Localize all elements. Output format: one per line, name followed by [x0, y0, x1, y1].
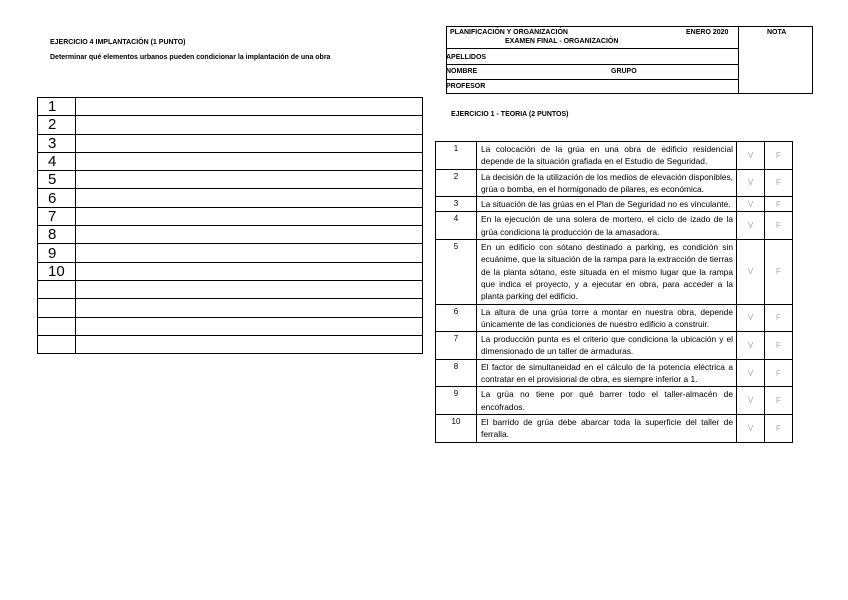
question-text: La decisión de la utilización de los medios de elevación disponibles, grúa o bomba, en el hormigonado de pilares, es económica.: [477, 169, 737, 197]
false-option[interactable]: F: [765, 240, 793, 304]
group-label: GRUPO: [611, 68, 637, 75]
answer-field[interactable]: [76, 226, 423, 244]
questions-body: [436, 142, 793, 443]
exercise-4-answer-grid: [37, 97, 423, 354]
question-text: La grúa no tiene por qué barrer todo el taller-almacén de encofrados.: [477, 387, 737, 415]
answer-row: [38, 189, 423, 207]
answer-row: [38, 98, 423, 116]
question-number: 7: [436, 332, 477, 360]
question-row: [436, 359, 793, 387]
answer-field[interactable]: [76, 98, 423, 116]
answer-row: [38, 134, 423, 152]
question-text: La colocación de la grúa en una obra de edificio residencial depende de la situación grafiada en el Estudio de Seguridad.: [477, 142, 737, 170]
answer-row-number: 6: [38, 189, 76, 207]
answer-row-number: 8: [38, 226, 76, 244]
exam-title: EXAMEN FINAL - ORGANIZACIÓN: [505, 38, 619, 45]
answer-row: [38, 244, 423, 262]
answer-field[interactable]: [76, 262, 423, 280]
true-option[interactable]: V: [737, 142, 765, 170]
true-option[interactable]: V: [737, 212, 765, 240]
answer-field[interactable]: [76, 244, 423, 262]
false-option[interactable]: F: [765, 212, 793, 240]
true-option[interactable]: V: [737, 387, 765, 415]
true-option[interactable]: V: [737, 359, 765, 387]
header-divider: [738, 26, 739, 94]
true-option[interactable]: V: [737, 197, 765, 212]
answer-row: [38, 262, 423, 280]
answer-field[interactable]: [76, 335, 423, 353]
answer-row: [38, 317, 423, 335]
question-row: [436, 304, 793, 332]
question-number: 2: [436, 169, 477, 197]
question-text: El barrido de grúa debe abarcar toda la superficie del taller de ferralla.: [477, 414, 737, 442]
question-number: 5: [436, 240, 477, 304]
question-row: [436, 142, 793, 170]
answer-row: [38, 335, 423, 353]
false-option[interactable]: F: [765, 197, 793, 212]
header-rule: [446, 64, 739, 65]
answer-row-number: 3: [38, 134, 76, 152]
answer-row: [38, 207, 423, 225]
question-row: [436, 240, 793, 304]
question-text: En un edificio con sótano destinado a parking, es condición sin ecuánime, que la situación de la rampa para la extracción de tierras de la planta sótano, este situada en el mismo lugar que la rampa que indica el proyecto, y a ejecutar en obra, para acceder a la planta parking del edificio.: [477, 240, 737, 304]
question-text: El factor de simultaneidad en el cálculo de la potencia eléctrica a contratar en el provisional de obra, es siempre inferior a 1.: [477, 359, 737, 387]
question-number: 8: [436, 359, 477, 387]
false-option[interactable]: F: [765, 387, 793, 415]
true-option[interactable]: V: [737, 414, 765, 442]
question-text: En la ejecución de una solera de mortero, el ciclo de izado de la grúa condiciona la producción de la amasadora.: [477, 212, 737, 240]
question-text: La altura de una grúa torre a montar en nuestra obra, depende únicamente de las condiciones de nuestro edificio a construir.: [477, 304, 737, 332]
true-option[interactable]: V: [737, 332, 765, 360]
answer-row-number: [38, 335, 76, 353]
question-number: 4: [436, 212, 477, 240]
answer-field[interactable]: [76, 189, 423, 207]
answer-field[interactable]: [76, 299, 423, 317]
surname-label: APELLIDOS: [446, 54, 487, 61]
question-row: [436, 169, 793, 197]
answer-field[interactable]: [76, 152, 423, 170]
answer-row: [38, 152, 423, 170]
answer-row-number: [38, 299, 76, 317]
answer-field[interactable]: [76, 116, 423, 134]
false-option[interactable]: F: [765, 304, 793, 332]
answer-row-number: 1: [38, 98, 76, 116]
answer-row-number: 10: [38, 262, 76, 280]
grade-label: NOTA: [767, 29, 787, 36]
answer-row: [38, 171, 423, 189]
answer-row-number: 4: [38, 152, 76, 170]
header-rule: [446, 48, 739, 49]
answer-field[interactable]: [76, 280, 423, 298]
true-option[interactable]: V: [737, 169, 765, 197]
answer-field[interactable]: [76, 317, 423, 335]
question-row: [436, 332, 793, 360]
false-option[interactable]: F: [765, 169, 793, 197]
answer-row-number: 9: [38, 244, 76, 262]
question-text: La situación de las grúas en el Plan de Seguridad no es vinculante.: [477, 197, 737, 212]
exercise-4-prompt: Determinar qué elementos urbanos pueden condicionar la implantación de una obra: [50, 54, 331, 61]
exercise-4-title: EJERCICIO 4 IMPLANTACIÓN (1 PUNTO): [50, 39, 186, 46]
answer-row-number: 7: [38, 207, 76, 225]
question-number: 6: [436, 304, 477, 332]
answer-row-number: 5: [38, 171, 76, 189]
true-option[interactable]: V: [737, 304, 765, 332]
question-number: 3: [436, 197, 477, 212]
answer-row-number: [38, 280, 76, 298]
question-row: [436, 197, 793, 212]
exercise-1-title: EJERCICIO 1 - TEORIA (2 PUNTOS): [451, 111, 569, 118]
question-number: 1: [436, 142, 477, 170]
question-row: [436, 387, 793, 415]
false-option[interactable]: F: [765, 142, 793, 170]
answer-grid-body: [38, 98, 423, 354]
question-row: [436, 212, 793, 240]
answer-row: [38, 226, 423, 244]
exam-date: ENERO 2020: [686, 29, 729, 36]
course-title: PLANIFICACIÓN Y ORGANIZACIÓN: [450, 29, 568, 36]
true-option[interactable]: V: [737, 240, 765, 304]
answer-row: [38, 299, 423, 317]
question-number: 10: [436, 414, 477, 442]
question-number: 9: [436, 387, 477, 415]
false-option[interactable]: F: [765, 332, 793, 360]
answer-field[interactable]: [76, 171, 423, 189]
false-option[interactable]: F: [765, 359, 793, 387]
student-header-box: [446, 26, 813, 94]
answer-field[interactable]: [76, 207, 423, 225]
answer-row-number: [38, 317, 76, 335]
question-text: La producción punta es el criterio que condiciona la ubicación y el dimensionado de un taller de armaduras.: [477, 332, 737, 360]
teacher-label: PROFESOR: [446, 83, 486, 90]
answer-row-number: 2: [38, 116, 76, 134]
question-row: [436, 414, 793, 442]
answer-field[interactable]: [76, 134, 423, 152]
header-rule: [446, 79, 739, 80]
true-false-questions-table: [435, 141, 793, 443]
answer-row: [38, 116, 423, 134]
false-option[interactable]: F: [765, 414, 793, 442]
name-label: NOMBRE: [446, 68, 478, 75]
answer-row: [38, 280, 423, 298]
